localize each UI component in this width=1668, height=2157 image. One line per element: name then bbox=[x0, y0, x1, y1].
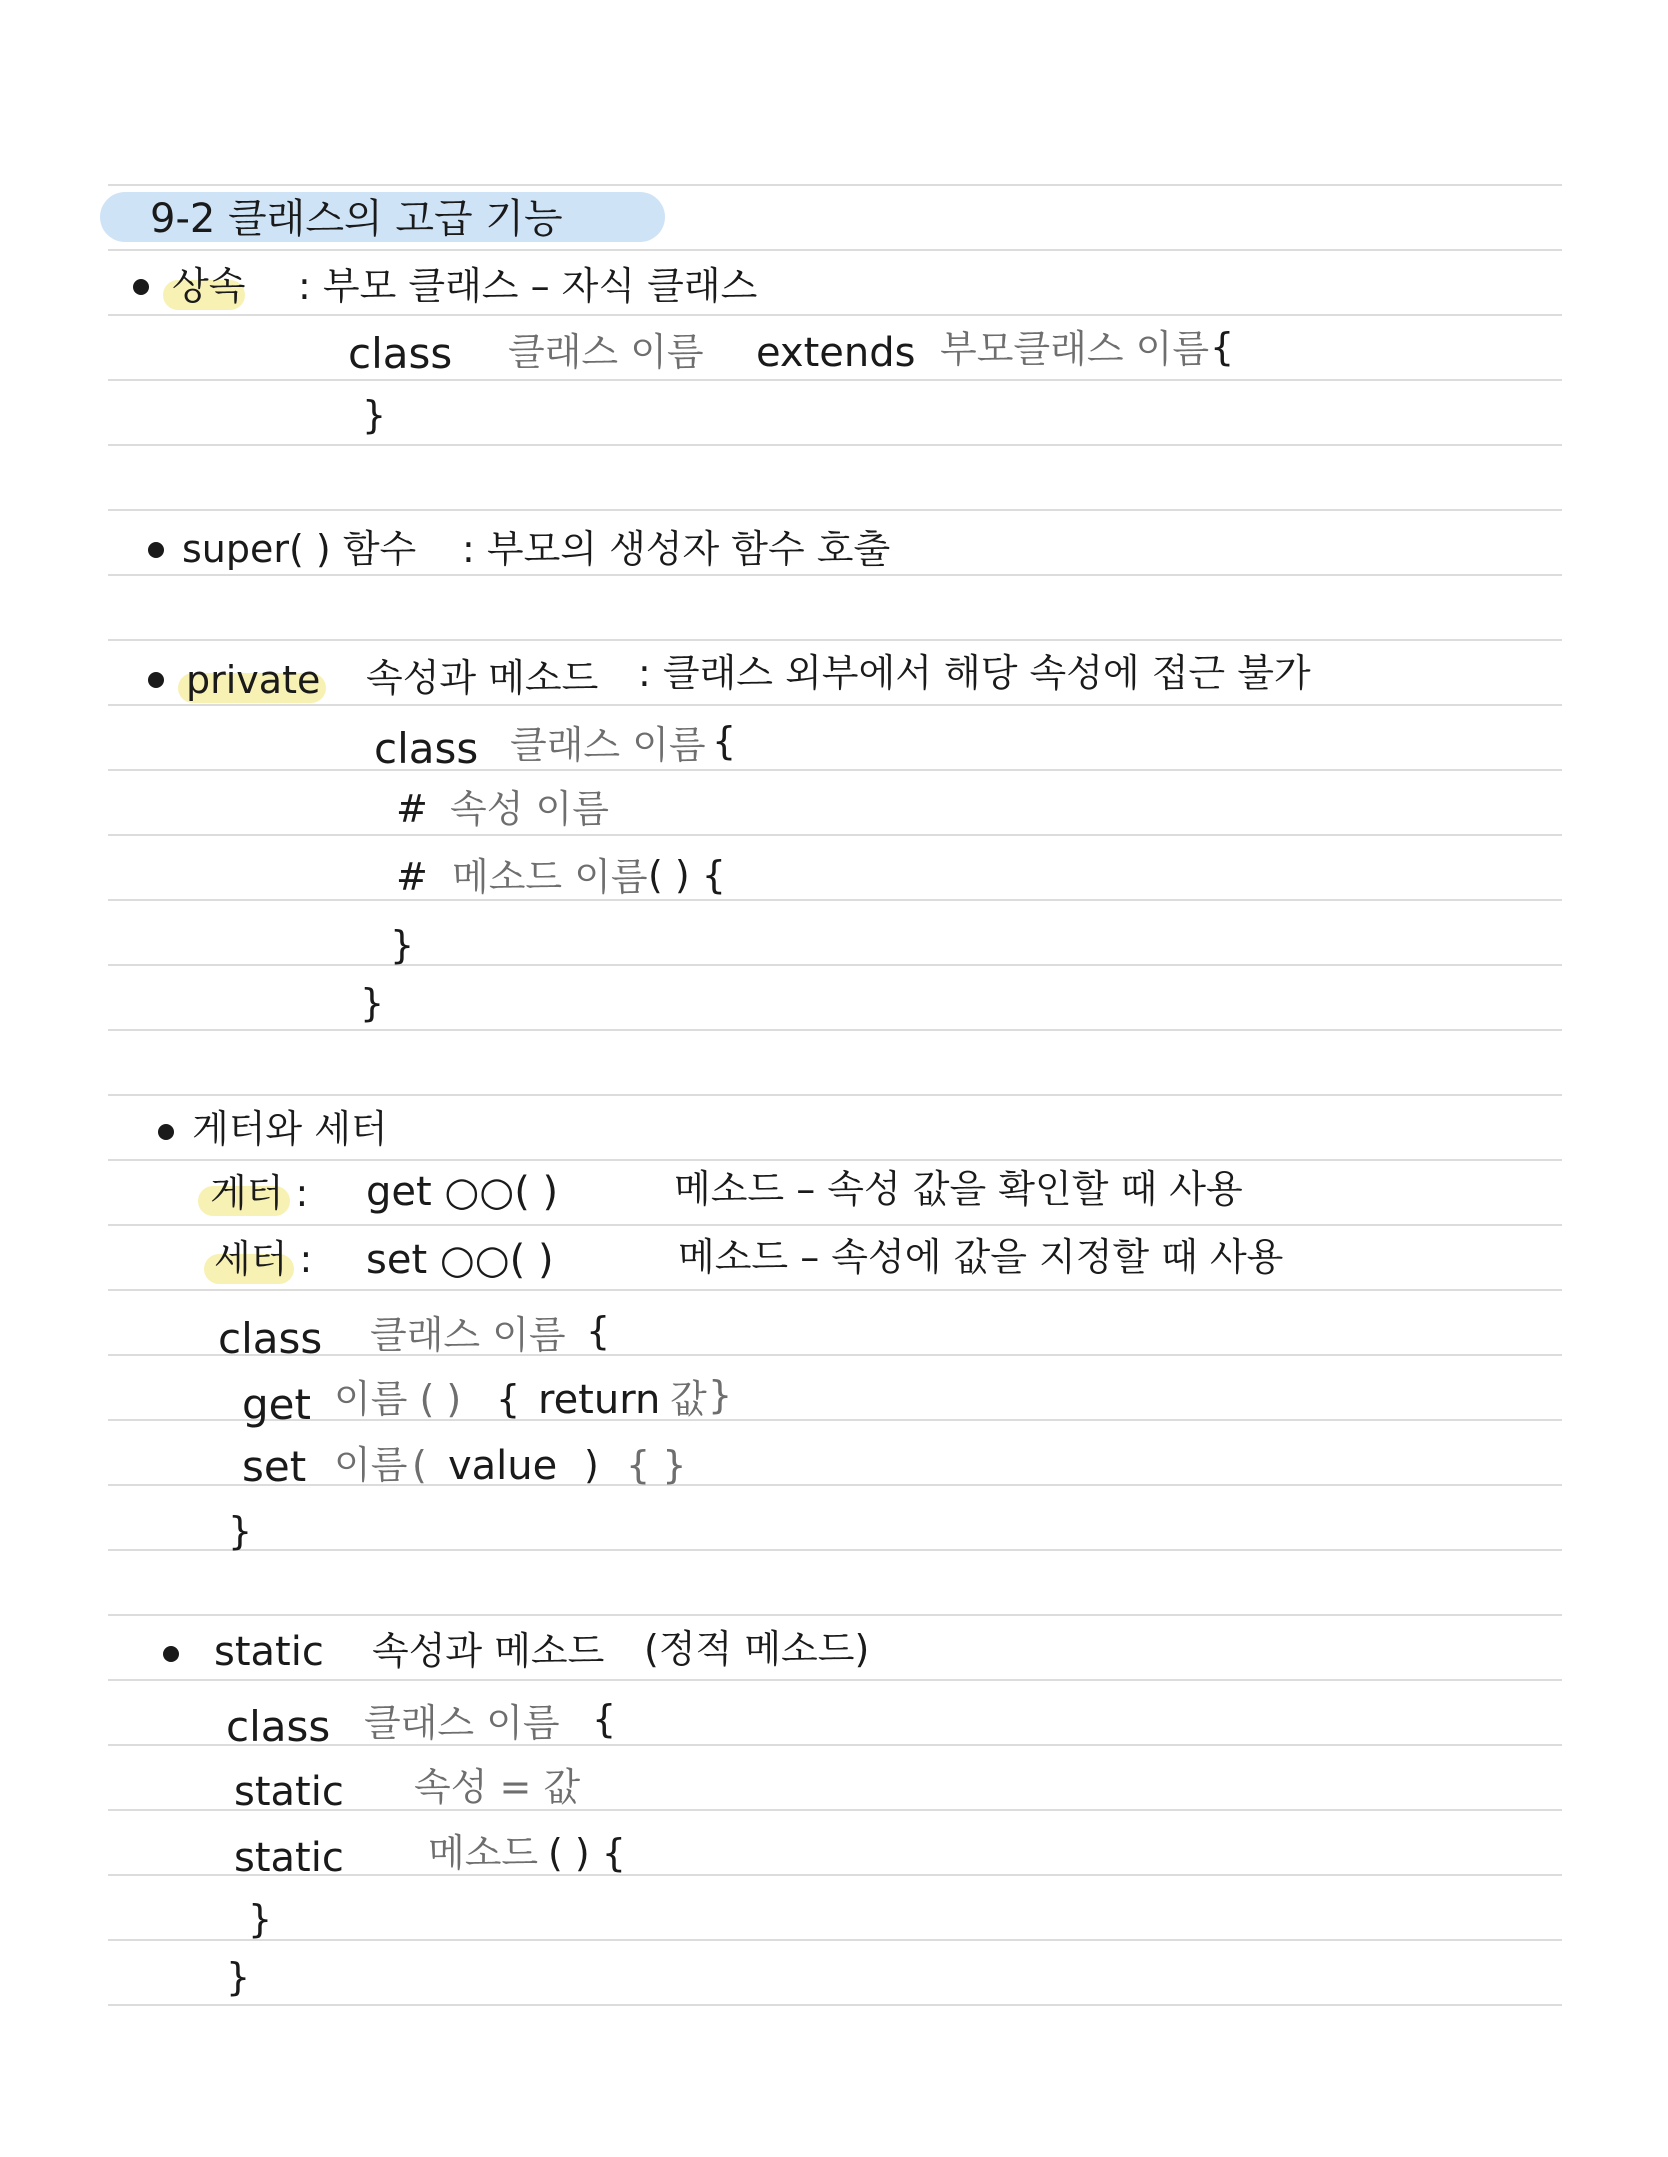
rule-line bbox=[108, 1939, 1562, 1941]
rule-line bbox=[108, 1484, 1562, 1486]
code-class-name: 클래스 이름 bbox=[508, 330, 704, 374]
code-static-keyword: static bbox=[234, 1835, 344, 1881]
inheritance-keyword: 상속 bbox=[172, 264, 246, 308]
inheritance-desc: : 부모 클래스 – 자식 클래스 bbox=[298, 264, 758, 308]
rule-line bbox=[108, 704, 1562, 706]
private-desc: : 클래스 외부에서 해당 속성에 접근 불가 bbox=[638, 651, 1311, 695]
rule-line bbox=[108, 899, 1562, 901]
code-inner-brace-close: } bbox=[390, 923, 415, 967]
code-class-keyword: class bbox=[374, 724, 479, 773]
code-brace-open: { bbox=[592, 1697, 617, 1741]
code-class-keyword: class bbox=[348, 329, 453, 378]
static-note: (정적 메소드) bbox=[644, 1627, 870, 1671]
rule-line bbox=[108, 1159, 1562, 1161]
code-brace-close: } bbox=[360, 981, 385, 1025]
getter-label: 게터 : bbox=[210, 1171, 309, 1215]
code-class-name: 클래스 이름 bbox=[510, 723, 706, 767]
code-get-body-close: } bbox=[708, 1373, 733, 1417]
code-set-keyword: set bbox=[242, 1442, 307, 1491]
code-brace-close: } bbox=[226, 1955, 251, 1999]
rule-line bbox=[108, 1419, 1562, 1421]
code-get-body-open: { bbox=[496, 1377, 521, 1421]
code-attr-name: 속성 이름 bbox=[450, 787, 609, 831]
code-class-keyword: class bbox=[226, 1702, 331, 1751]
code-hash: # bbox=[396, 855, 428, 899]
private-keyword: private bbox=[186, 658, 321, 702]
rule-line bbox=[108, 444, 1562, 446]
bullet-icon bbox=[163, 1646, 179, 1662]
rule-line bbox=[108, 1354, 1562, 1356]
code-method-paren: ( ) { bbox=[548, 1831, 626, 1875]
rule-line bbox=[108, 2004, 1562, 2006]
rule-line bbox=[108, 314, 1562, 316]
page-title: 9-2 클래스의 고급 기능 bbox=[150, 196, 563, 242]
rule-line bbox=[108, 1224, 1562, 1226]
rule-line bbox=[108, 574, 1562, 576]
code-set-param: value bbox=[448, 1443, 558, 1489]
rule-line bbox=[108, 1094, 1562, 1096]
code-parent-name: 부모클래스 이름 bbox=[940, 327, 1210, 371]
code-set-paren-close: ) bbox=[584, 1443, 599, 1487]
code-brace-open: { bbox=[1210, 325, 1235, 369]
setter-label: 세터 : bbox=[214, 1237, 313, 1281]
rule-line bbox=[108, 184, 1562, 186]
code-brace-open: { bbox=[712, 719, 737, 763]
getter-desc: 메소드 – 속성 값을 확인할 때 사용 bbox=[674, 1167, 1243, 1211]
getter-code: get ○○( ) bbox=[366, 1169, 559, 1215]
super-desc: : 부모의 생성자 함수 호출 bbox=[462, 527, 891, 571]
rule-line bbox=[108, 1614, 1562, 1616]
static-rest: 속성과 메소드 bbox=[372, 1629, 605, 1673]
bullet-icon bbox=[133, 279, 149, 295]
rule-line bbox=[108, 964, 1562, 966]
rule-line bbox=[108, 379, 1562, 381]
code-extends-keyword: extends bbox=[756, 330, 916, 376]
static-keyword: static bbox=[214, 1629, 324, 1675]
code-static-attr: 속성 = 값 bbox=[414, 1765, 581, 1809]
rule-line bbox=[108, 639, 1562, 641]
code-class-name: 클래스 이름 bbox=[370, 1313, 566, 1357]
code-static-keyword: static bbox=[234, 1769, 344, 1815]
code-hash: # bbox=[396, 787, 428, 831]
code-set-body: { } bbox=[626, 1443, 687, 1487]
bullet-icon bbox=[148, 672, 164, 688]
code-brace-close: } bbox=[228, 1509, 253, 1553]
rule-line bbox=[108, 769, 1562, 771]
bullet-icon bbox=[158, 1124, 174, 1140]
rule-line bbox=[108, 1549, 1562, 1551]
getter-setter-heading: 게터와 세터 bbox=[192, 1107, 388, 1151]
code-class-name: 클래스 이름 bbox=[364, 1701, 560, 1745]
rule-line bbox=[108, 249, 1562, 251]
code-return-value: 값 bbox=[670, 1377, 707, 1421]
rule-line bbox=[108, 834, 1562, 836]
bullet-icon bbox=[148, 542, 164, 558]
rule-line bbox=[108, 1029, 1562, 1031]
code-brace-open: { bbox=[586, 1309, 611, 1353]
rule-line bbox=[108, 509, 1562, 511]
code-inner-brace-close: } bbox=[248, 1897, 273, 1941]
rule-line bbox=[108, 1679, 1562, 1681]
super-keyword: super( ) 함수 bbox=[182, 527, 417, 571]
private-rest: 속성과 메소드 bbox=[366, 656, 599, 700]
setter-code: set ○○( ) bbox=[366, 1237, 554, 1283]
code-get-keyword: get bbox=[242, 1380, 311, 1429]
code-static-method: 메소드 bbox=[428, 1831, 539, 1875]
code-method-paren: ( ) { bbox=[648, 853, 726, 897]
code-get-name: 이름 ( ) bbox=[334, 1377, 462, 1421]
code-method-name: 메소드 이름 bbox=[452, 855, 648, 899]
code-set-name: 이름 bbox=[334, 1443, 408, 1487]
code-class-keyword: class bbox=[218, 1314, 323, 1363]
code-return-keyword: return bbox=[538, 1377, 661, 1423]
code-brace-close: } bbox=[362, 393, 387, 437]
rule-line bbox=[108, 1289, 1562, 1291]
setter-desc: 메소드 – 속성에 값을 지정할 때 사용 bbox=[678, 1235, 1284, 1279]
code-set-paren-open: ( bbox=[412, 1443, 427, 1487]
